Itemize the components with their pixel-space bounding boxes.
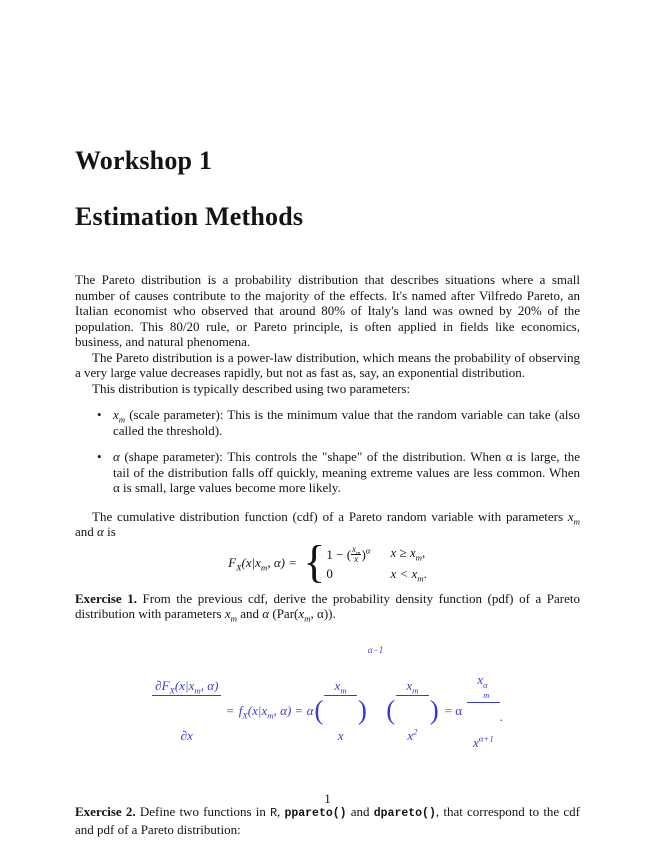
paragraph-two-parameters: This distribution is typically described using two parameters: bbox=[92, 380, 411, 396]
text-column bbox=[75, 0, 580, 837]
list-item-shape-parameter bbox=[97, 449, 580, 496]
fraction-denominator bbox=[396, 727, 429, 744]
paragraph-cdf-intro bbox=[75, 509, 580, 540]
math-token: x bbox=[334, 678, 341, 694]
math-token: α bbox=[97, 524, 104, 539]
pdf-derivative-fraction bbox=[152, 647, 221, 774]
fraction-numerator bbox=[324, 678, 357, 696]
math-token: m bbox=[573, 516, 580, 527]
cdf-equation-line bbox=[228, 535, 427, 587]
paragraph-text: is bbox=[103, 524, 116, 539]
parameter-list bbox=[75, 407, 580, 496]
fraction-denominator bbox=[467, 734, 500, 751]
paragraph-text: and bbox=[75, 524, 98, 539]
math-token: X bbox=[242, 710, 248, 721]
math-token: α+1 bbox=[478, 733, 494, 744]
math-token: x bbox=[472, 734, 479, 750]
math-token: m bbox=[417, 573, 424, 584]
list-item-text: (scale parameter): This is the minimum value that the random variable can take (also called the threshold). bbox=[113, 407, 580, 438]
cases-brace: { bbox=[303, 535, 326, 587]
list-item-scale-parameter bbox=[97, 407, 580, 438]
sub-sup-stack bbox=[483, 681, 489, 701]
open-paren: ( bbox=[314, 694, 324, 725]
math-token: x bbox=[224, 606, 231, 622]
xm-over-x2-fraction bbox=[396, 647, 429, 774]
xm-over-x-fraction bbox=[324, 647, 357, 774]
code-r: R bbox=[270, 807, 277, 821]
inline-fraction bbox=[351, 545, 361, 566]
math-token: x ≥ x bbox=[390, 544, 416, 560]
close-paren: ) bbox=[429, 694, 439, 725]
math-token: x bbox=[407, 727, 414, 743]
fraction-numerator bbox=[467, 672, 500, 703]
cdf-case2-value: 0 bbox=[326, 566, 333, 582]
equals-alpha: = α bbox=[444, 703, 463, 719]
bullet-icon: • bbox=[97, 449, 102, 464]
cdf-case1-value bbox=[326, 545, 370, 566]
exercise-text: Define two functions in bbox=[135, 804, 271, 820]
cdf-case2-condition bbox=[390, 566, 426, 582]
math-token: m bbox=[267, 710, 274, 721]
result-fraction bbox=[467, 641, 500, 781]
math-token: f bbox=[238, 703, 243, 719]
math-token: x bbox=[298, 606, 305, 622]
exercise-text: From the previous cdf, derive the probability density function (pdf) of a Pareto distribution with parameters bbox=[75, 590, 580, 622]
math-token: ∂F bbox=[155, 678, 170, 694]
pdf-middle-expression bbox=[239, 703, 314, 719]
math-token: (x|x bbox=[241, 555, 261, 571]
fraction-denominator: ∂x bbox=[180, 727, 193, 743]
math-token: m bbox=[118, 414, 126, 425]
list-item-text: (shape parameter): This controls the "shape" of the distribution. When α is large, the tail of the distribution falls off quickly, meaning extreme values are less common. When α is small, large values become more likely. bbox=[113, 449, 580, 495]
bullet-icon: • bbox=[97, 407, 102, 422]
pdf-equation bbox=[75, 641, 580, 781]
math-token: F bbox=[228, 555, 237, 571]
fraction-numerator bbox=[396, 678, 429, 696]
cdf-left-hand-side bbox=[228, 555, 300, 571]
math-token: , bbox=[422, 544, 426, 560]
chapter-number-heading: Workshop 1 bbox=[75, 146, 213, 175]
math-token: ( bbox=[346, 546, 352, 562]
math-token: m bbox=[230, 613, 238, 624]
fraction-numerator bbox=[152, 678, 221, 696]
code-dpareto: dpareto() bbox=[373, 807, 436, 821]
close-paren: ) bbox=[357, 694, 367, 725]
math-token: , α) = bbox=[267, 555, 301, 571]
math-token: x < x bbox=[390, 566, 418, 582]
cdf-cases bbox=[326, 545, 427, 582]
equals-sign: = bbox=[226, 703, 234, 719]
math-token: m bbox=[412, 686, 419, 697]
cdf-equation bbox=[75, 535, 580, 587]
math-token: m bbox=[356, 550, 361, 557]
math-token: x bbox=[406, 678, 413, 694]
math-token: ) bbox=[361, 546, 366, 562]
math-token: 2 bbox=[413, 726, 418, 737]
math-token: m bbox=[194, 686, 201, 697]
math-token: X bbox=[169, 686, 175, 697]
math-token: X bbox=[236, 562, 242, 573]
exercise-text: (Par( bbox=[269, 606, 299, 622]
math-token: (x|x bbox=[247, 703, 268, 719]
pdf-equation-line bbox=[152, 641, 503, 781]
math-token: m bbox=[340, 686, 347, 697]
math-token: m bbox=[304, 613, 311, 624]
math-token: α bbox=[262, 606, 270, 622]
math-token: . bbox=[499, 709, 503, 725]
fraction-denominator: x bbox=[354, 554, 359, 565]
math-token: m bbox=[483, 689, 490, 700]
exercise-text: , that correspond to the cdf and pdf of a Pareto distribution: bbox=[75, 804, 581, 837]
math-token: (x|x bbox=[174, 678, 195, 694]
exercise-1-label: Exercise 1. bbox=[75, 590, 137, 606]
exercise-text: and bbox=[237, 606, 263, 622]
exercise-2 bbox=[75, 804, 580, 837]
fraction-denominator: x bbox=[337, 727, 344, 743]
exponent: α−1 bbox=[367, 644, 384, 655]
math-token: α bbox=[113, 449, 120, 464]
exercise-text: and bbox=[346, 804, 374, 820]
math-token: x bbox=[352, 543, 357, 554]
exercise-2-label: Exercise 2. bbox=[75, 804, 136, 820]
exercise-1 bbox=[75, 591, 580, 622]
math-token: 1 − bbox=[326, 546, 347, 562]
math-token: m bbox=[415, 552, 423, 563]
math-token: , α) = α bbox=[273, 703, 314, 719]
paragraph-text: The cumulative distribution function (cdf) of a Pareto random variable with parameters bbox=[92, 508, 568, 524]
math-token: x bbox=[477, 671, 484, 687]
math-token: m bbox=[260, 562, 268, 573]
paragraph-power-law: The Pareto distribution is a power-law distribution, which means the probability of observing a very large value decreases rapidly, but not as fast as, say, an exponential distribution. bbox=[75, 349, 580, 380]
math-token: . bbox=[423, 566, 427, 582]
paragraph-pareto-intro: The Pareto distribution is a probability distribution that describes situations where a small number of causes contribute to the majority of the effects. It's named after Vilfredo Pareto, an Italian economist who observed that around 80% of Italy's land was owned by 20% of the population. This 80/20 rule, or Pareto principle, is often applied in fields like economics, business, and natural phenomena. bbox=[75, 272, 580, 349]
open-paren: ( bbox=[386, 694, 396, 725]
math-token: , α) bbox=[200, 678, 219, 694]
cdf-case1-condition bbox=[390, 545, 425, 566]
math-token: x bbox=[567, 508, 574, 524]
math-token: x bbox=[113, 407, 119, 422]
math-token: α bbox=[365, 545, 371, 556]
page-number: 1 bbox=[324, 790, 331, 806]
math-token: α bbox=[483, 680, 488, 691]
code-ppareto: ppareto() bbox=[284, 807, 347, 821]
exercise-text: , α)). bbox=[310, 606, 336, 622]
exercise-text: , bbox=[276, 804, 285, 820]
chapter-title-heading: Estimation Methods bbox=[75, 202, 304, 231]
